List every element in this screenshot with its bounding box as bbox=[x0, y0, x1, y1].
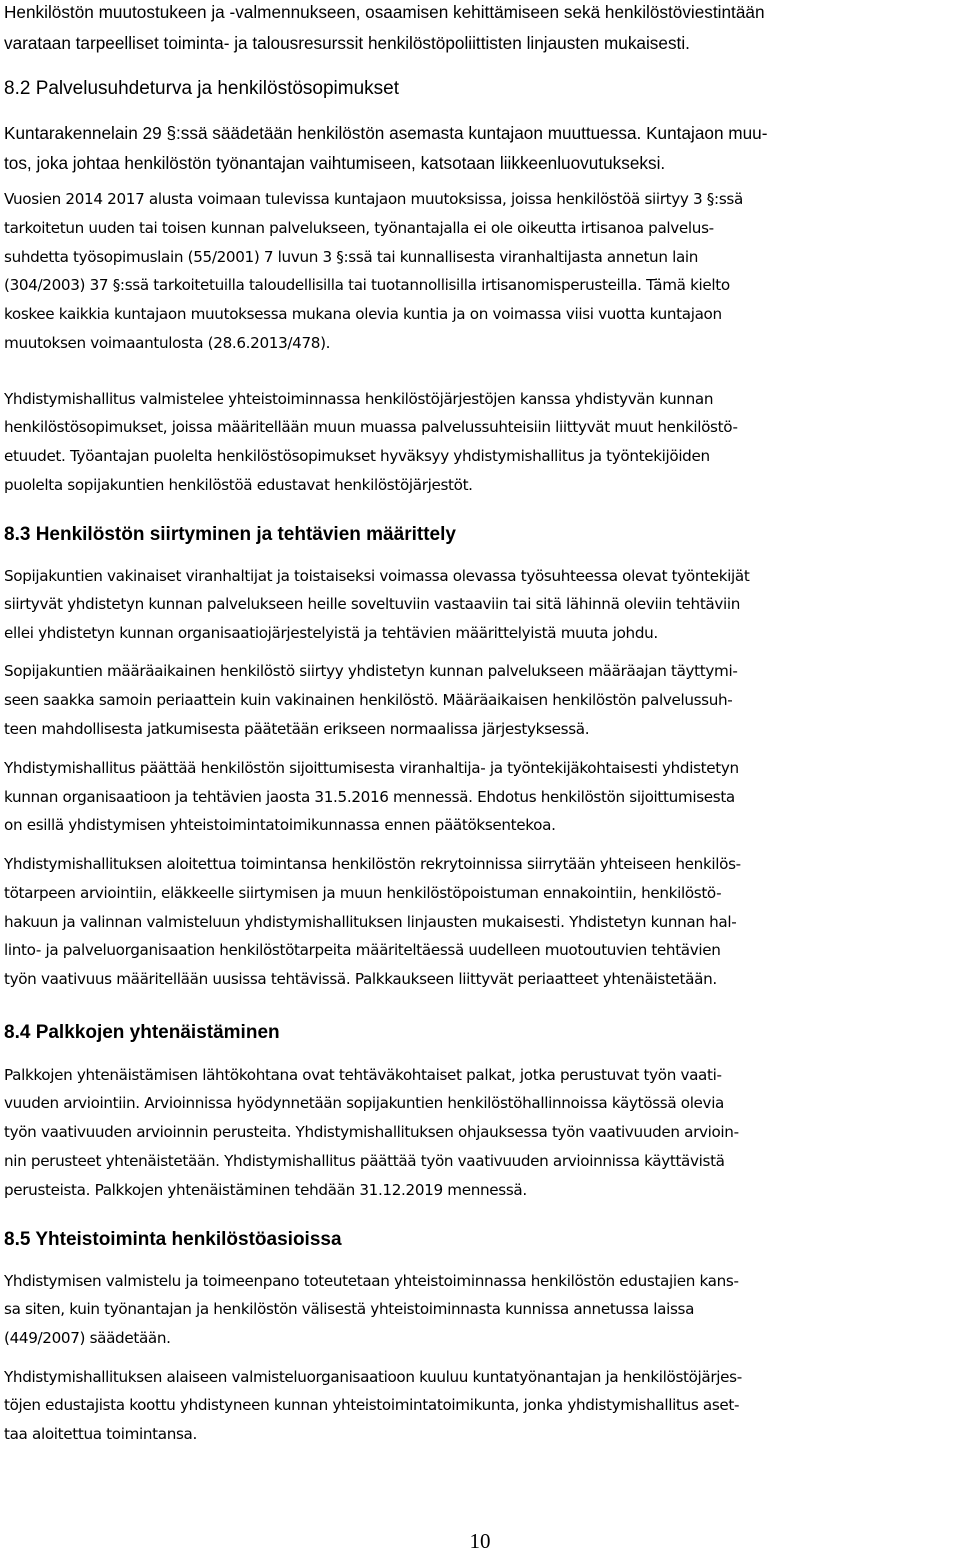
text-line: Vuosien 2014 2017 alusta voimaan tulevissa kuntajaon muutoksissa, joissa henkilöstöä siirtyy 3 §:ssä bbox=[4, 190, 743, 208]
text-line: Henkilöstön muutostukeen ja -valmennukseen, osaamisen kehittämiseen sekä henkilöstöviestintään bbox=[4, 2, 765, 22]
text-line: teen mahdollisesta jatkumisesta päätetään erikseen normaalissa järjestyksessä. bbox=[4, 720, 590, 738]
text-line: Sopijakuntien määräaikainen henkilöstö siirtyy yhdistetyn kunnan palvelukseen määräajan täyttymi- bbox=[4, 662, 738, 680]
text-line: perusteista. Palkkojen yhtenäistäminen tehdään 31.12.2019 mennessä. bbox=[4, 1181, 527, 1199]
text-line: linto- ja palveluorganisaation henkilöstötarpeita määriteltäessä uudelleen muotoutuvien tehtävien bbox=[4, 941, 721, 959]
text-line: Sopijakuntien vakinaiset viranhaltijat ja toistaiseksi voimassa olevassa työsuhteessa olevat työntekijät bbox=[4, 567, 750, 585]
text-line: Palkkojen yhtenäistämisen lähtökohtana ovat tehtäväkohtaiset palkat, jotka perustuvat työn vaati- bbox=[4, 1066, 722, 1084]
section-heading-8-4: 8.4 Palkkojen yhtenäistäminen bbox=[4, 1022, 280, 1043]
text-line: suhdetta työsopimuslain (55/2001) 7 luvun 3 §:ssä tai kunnallisesta viranhaltijasta annetun lain bbox=[4, 248, 699, 266]
text-line: (449/2007) säädetään. bbox=[4, 1329, 171, 1347]
text-line: Yhdistymisen valmistelu ja toimeenpano toteutetaan yhteistoiminnassa henkilöstön edustajien kans- bbox=[4, 1272, 739, 1290]
text-line: Yhdistymishallitus päättää henkilöstön sijoittumisesta viranhaltija- ja työntekijäkohtaisesti yhdistetyn bbox=[4, 759, 739, 777]
text-line: (304/2003) 37 §:ssä tarkoitetuilla taloudellisilla tai tuotannollisilla irtisanomisperusteilla. Tämä kielto bbox=[4, 276, 730, 294]
text-line: kunnan organisaatioon ja tehtävien jaosta 31.5.2016 mennessä. Ehdotus henkilöstön sijoittumisesta bbox=[4, 788, 735, 806]
text-line: vuuden arviointiin. Arvioinnissa hyödynnetään sopijakuntien henkilöstöhallinnoissa käytössä olevia bbox=[4, 1094, 725, 1112]
text-line: Yhdistymishallituksen aloitettua toimintansa henkilöstön rekrytoinnissa siirrytään yhteiseen henkilös- bbox=[4, 855, 741, 873]
text-line: taa aloitettua toimintansa. bbox=[4, 1425, 197, 1443]
text-line: koskee kaikkia kuntajaon muutoksessa mukana olevia kuntia ja on voimassa viisi vuotta kuntajaon bbox=[4, 305, 722, 323]
section-heading-8-2: 8.2 Palvelusuhdeturva ja henkilöstösopimukset bbox=[4, 78, 400, 99]
text-line: muutoksen voimaantulosta (28.6.2013/478). bbox=[4, 334, 331, 352]
text-line: nin perusteet yhtenäistetään. Yhdistymishallitus päättää työn vaativuuden arvioinnissa käyttävistä bbox=[4, 1152, 725, 1170]
text-line: ellei yhdistetyn kunnan organisaatiojärjestelyistä ja tehtävien määrittelyistä muuta johdu. bbox=[4, 624, 658, 642]
text-line: puolelta sopijakuntien henkilöstöä edustavat henkilöstöjärjestöt. bbox=[4, 476, 473, 494]
text-line: tötarpeen arviointiin, eläkkeelle siirtymisen ja muun henkilöstöpoistuman ennakointiin, henkilöstö- bbox=[4, 884, 722, 902]
text-line: henkilöstösopimukset, joissa määritellään muun muassa palvelussuhteisiin liittyvät muut henkilöstö- bbox=[4, 418, 738, 436]
text-line: työn vaativuus määritellään uusissa tehtävissä. Palkkaukseen liittyvät periaatteet yhtenäistetään. bbox=[4, 970, 717, 988]
text-line: Yhdistymishallituksen alaiseen valmisteluorganisaatioon kuuluu kuntatyönantajan ja henkilöstöjärjes- bbox=[4, 1368, 742, 1386]
page-number: 10 bbox=[469, 1529, 491, 1553]
text-line: Kuntarakennelain 29 §:ssä säädetään henkilöstön asemasta kuntajaon muuttuessa. Kuntajaon muu- bbox=[4, 123, 768, 143]
text-line: on esillä yhdistymisen yhteistoimintatoimikunnassa ennen päätöksentekoa. bbox=[4, 816, 556, 834]
text-line: etuudet. Työantajan puolelta henkilöstösopimukset hyväksyy yhdistymishallitus ja työntekijöiden bbox=[4, 447, 710, 465]
section-heading-8-3: 8.3 Henkilöstön siirtyminen ja tehtävien määrittely bbox=[4, 524, 456, 545]
text-line: siirtyvät yhdistetyn kunnan palvelukseen heille soveltuviin vastaaviin tai sitä lähinnä oleviin tehtäviin bbox=[4, 595, 741, 613]
text-line: varataan tarpeelliset toiminta- ja talousresurssit henkilöstöpoliittisten linjausten mukaisesti. bbox=[4, 33, 690, 53]
text-line: sa siten, kuin työnantajan ja henkilöstön välisestä yhteistoiminnasta kunnissa annetussa laissa bbox=[4, 1300, 695, 1318]
text-line: seen saakka samoin periaattein kuin vakinainen henkilöstö. Määräaikaisen henkilöstön palvelussuh- bbox=[4, 691, 733, 709]
text-line: työn vaativuuden arvioinnin perusteita. Yhdistymishallituksen ohjauksessa työn vaativuuden arvioin- bbox=[4, 1123, 739, 1141]
text-line: hakuun ja valinnan valmisteluun yhdistymishallituksen linjausten mukaisesti. Yhdistetyn kunnan hal- bbox=[4, 913, 737, 931]
text-line: tarkoitetun uuden tai toisen kunnan palvelukseen, työnantajalla ei ole oikeutta irtisanoa palvelus- bbox=[4, 219, 714, 237]
text-line: töjen edustajista koottu yhdistyneen kunnan yhteistoimintatoimikunta, jonka yhdistymishallitus aset- bbox=[4, 1396, 740, 1414]
section-heading-8-5: 8.5 Yhteistoiminta henkilöstöasioissa bbox=[4, 1229, 342, 1250]
text-line: Yhdistymishallitus valmistelee yhteistoiminnassa henkilöstöjärjestöjen kanssa yhdistyvän kunnan bbox=[4, 390, 714, 408]
text-line: tos, joka johtaa henkilöstön työnantajan vaihtumiseen, katsotaan liikkeenluovutukseksi. bbox=[4, 153, 666, 173]
